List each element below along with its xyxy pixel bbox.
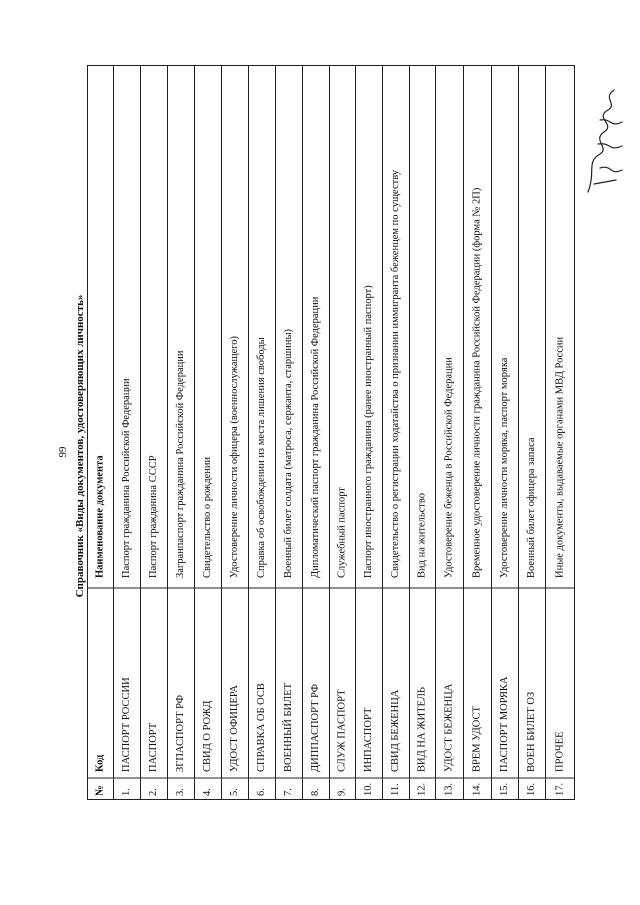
cell-number: 2. <box>148 788 159 796</box>
table-row <box>282 328 294 796</box>
cell-number: 8. <box>310 788 321 796</box>
header-code: Код <box>94 754 106 772</box>
cell-code: УДОСТ БЕЖЕНЦА <box>443 683 455 772</box>
table-row <box>202 457 213 796</box>
cell-code: ВОЕН БИЛЕТ ОЗ <box>526 691 537 772</box>
cell-number: 4. <box>202 788 213 796</box>
cell-name: Служебный паспорт <box>336 487 348 578</box>
table-header-row <box>95 455 106 796</box>
document-title: Справочник «Виды документов, удостоверяющих личность» <box>74 294 86 598</box>
cell-code: ПРОЧЕЕ <box>554 731 566 772</box>
cell-code: ВИД НА ЖИТЕЛЬ <box>416 687 428 772</box>
cell-name: Паспорт гражданина СССР <box>148 455 159 578</box>
table-row <box>175 350 186 796</box>
cell-code: ПАСПОРТ РОССИИ <box>121 677 132 772</box>
cell-name: Удостоверение личности офицера (военнослужащего) <box>229 335 240 578</box>
table-row <box>499 357 510 796</box>
cell-name: Удостоверение беженца в Российской Федерации <box>443 357 455 578</box>
cell-code: ПАСПОРТ МОРЯКА <box>499 676 510 772</box>
table-row <box>121 378 132 796</box>
cell-code: ВОЕННЫЙ БИЛЕТ <box>283 682 294 772</box>
handwritten-signature <box>582 80 628 200</box>
table-row <box>148 455 159 796</box>
cell-name: Паспорт иностранного гражданина (ранее иностранный паспорт) <box>363 285 374 578</box>
cell-name: Военный билет солдата (матроса, сержанта, старшины) <box>283 328 294 578</box>
cell-code: СВИД БЕЖЕНЦА <box>390 689 401 772</box>
table-row <box>256 337 267 796</box>
table-grid <box>87 65 575 800</box>
cell-name: Свидетельство о рождении <box>202 456 213 578</box>
cell-name: Военный билет офицера запаса <box>526 437 537 578</box>
cell-name: Свидетельство о регистрации ходатайства о признании иммигранта беженцем по существу <box>390 169 401 578</box>
cell-name: Иные документы, выдаваемые органами МВД России <box>554 336 566 578</box>
table-row <box>417 493 428 796</box>
cell-code: ДИППАСПОРТ РФ <box>310 683 321 772</box>
cell-number: 11. <box>390 783 401 796</box>
document-types-table <box>87 65 575 800</box>
header-name: Наименование документа <box>94 455 106 578</box>
cell-name: Удостоверение личности моряка, паспорт моряка <box>499 357 510 578</box>
cell-code: УДОСТ ОФИЦЕРА <box>229 685 240 772</box>
table-row <box>555 336 566 796</box>
cell-name: Паспорт гражданина Российской Федерации <box>121 378 132 578</box>
cell-code: ПАСПОРТ <box>148 722 159 772</box>
table-row <box>310 296 321 796</box>
cell-number: 16. <box>526 782 537 796</box>
cell-code: ВРЕМ УДОСТ <box>471 706 483 772</box>
table-row <box>444 357 455 796</box>
cell-number: 5. <box>229 788 240 796</box>
cell-name: Загранпаспорт гражданина Российской Федерации <box>175 350 186 578</box>
cell-code: СВИД О РОЖД <box>202 700 213 772</box>
cell-code: ИНПАСПОРТ <box>363 707 374 772</box>
cell-number: 7. <box>283 788 294 796</box>
header-number: № <box>94 785 106 796</box>
cell-name: Дипломатический паспорт гражданина Российской Федерации <box>310 296 321 578</box>
cell-name: Временное удостоверение личности гражданина Российской Федерации (форма № 2П) <box>471 187 483 578</box>
table-row <box>472 187 483 796</box>
table-row <box>229 335 240 796</box>
table-row <box>363 285 374 796</box>
cell-code: СЛУЖ ПАСПОРТ <box>336 689 348 772</box>
cell-number: 1. <box>121 788 132 796</box>
cell-name: Справка об освобождении из места лишения свободы <box>256 337 267 578</box>
cell-code: ЗГПАСПОРТ РФ <box>175 694 186 772</box>
cell-number: 15. <box>499 782 510 796</box>
cell-number: 6. <box>256 788 267 796</box>
table-row <box>390 169 401 796</box>
cell-number: 10. <box>363 782 374 796</box>
cell-number: 3. <box>175 788 186 796</box>
cell-number: 12. <box>416 782 428 796</box>
cell-name: Вид на жительство <box>416 492 428 578</box>
page-number: 99 <box>57 446 69 458</box>
table-row <box>337 487 348 796</box>
cell-number: 14. <box>471 782 483 796</box>
table-row <box>526 437 537 796</box>
cell-code: СПРАВКА ОБ ОСВ <box>256 683 267 772</box>
cell-number: 9. <box>336 788 348 796</box>
cell-number: 17. <box>554 782 566 796</box>
cell-number: 13. <box>443 782 455 796</box>
